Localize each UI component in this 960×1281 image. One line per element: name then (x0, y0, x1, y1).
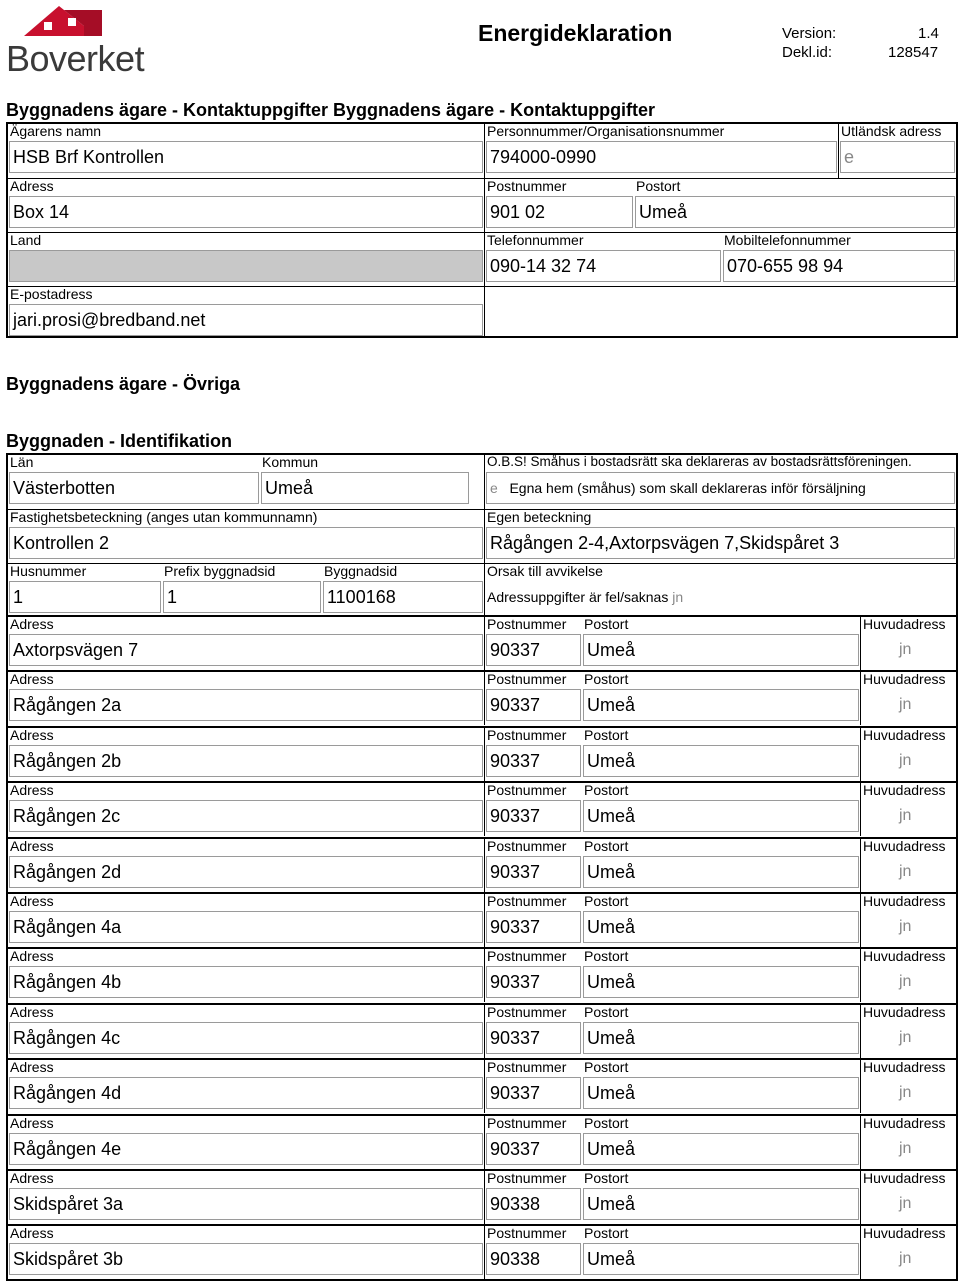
address-row-7 (8, 947, 956, 1003)
address-label: Adress (10, 1059, 54, 1076)
huvud-cell (860, 1005, 956, 1058)
owner-phone-field[interactable]: 090-14 32 74 (486, 250, 721, 282)
postnr-field[interactable]: 90337 (486, 1022, 581, 1054)
postort-label: Postort (584, 671, 629, 688)
postnr-label: Postnummer (487, 726, 567, 743)
husnr-label: Husnummer (10, 563, 87, 579)
address-row-5 (8, 837, 956, 893)
address-row-10 (8, 1114, 956, 1170)
address-cell (8, 728, 484, 781)
address-label: Adress (10, 1003, 54, 1020)
prefix-cell (162, 563, 322, 617)
huvud-checkbox-icon[interactable]: jn (899, 641, 912, 658)
huvud-checkbox-icon[interactable]: jn (899, 862, 912, 880)
address-list (6, 615, 958, 1281)
owner-section-title: Byggnadens ägare - Kontaktuppgifter Byggnadens ägare - Kontaktuppgifter (6, 100, 656, 120)
postort-field[interactable]: Umeå (583, 800, 859, 832)
address-cell (8, 949, 484, 1002)
postnr-field[interactable]: 90338 (486, 1243, 581, 1275)
postnr-label: Postnummer (487, 1059, 567, 1076)
postort-field[interactable]: Umeå (583, 745, 859, 777)
address-label: Adress (10, 948, 54, 965)
version-value: 1.4 (918, 25, 939, 42)
postort-label: Postort (584, 726, 629, 743)
address-field[interactable]: Rågången 4a (9, 911, 483, 943)
owner-land-label: Land (10, 232, 42, 248)
prefix-label: Prefix byggnadsid (164, 563, 276, 579)
postort-field[interactable]: Umeå (583, 634, 859, 666)
postnr-label: Postnummer (487, 616, 567, 632)
orsak-label: Orsak till avvikelse (487, 563, 603, 579)
postort-label: Postort (584, 893, 629, 909)
owner-phone-label: Telefonnummer (487, 232, 584, 248)
postnr-label: Postnummer (487, 893, 567, 909)
owner-foreign-cell (838, 124, 956, 178)
address-field[interactable]: Rågången 4d (9, 1077, 483, 1109)
owner-address-field[interactable]: Box 14 (9, 196, 483, 228)
kommun-field[interactable]: Umeå (261, 472, 469, 504)
postort-field[interactable]: Umeå (583, 1077, 859, 1109)
orsak-cell (484, 563, 956, 617)
owner-postort-cell (634, 178, 956, 232)
address-field[interactable]: Skidspåret 3a (9, 1188, 483, 1220)
huvud-label: Huvudadress (863, 1170, 946, 1186)
address-cell (8, 672, 484, 725)
obs-label: O.B.S! Småhus i bostadsrätt ska deklareras av bostadsrättsföreningen. (487, 454, 912, 469)
huvud-checkbox-icon[interactable]: jn (899, 1139, 912, 1157)
postnr-label: Postnummer (487, 1225, 567, 1242)
postnr-cell (484, 1116, 582, 1169)
owner-name-label: Ägarens namn (10, 123, 102, 139)
postnr-field[interactable]: 90337 (486, 1133, 581, 1165)
huvud-label: Huvudadress (863, 893, 946, 909)
address-field[interactable]: Axtorpsvägen 7 (9, 634, 483, 666)
orsak-option[interactable] (487, 589, 683, 605)
fastighet-field[interactable]: Kontrollen 2 (9, 527, 483, 559)
address-field[interactable]: Rågången 4b (9, 966, 483, 998)
postort-label: Postort (584, 1059, 629, 1076)
boverket-logo (4, 0, 154, 80)
huvud-cell (860, 672, 956, 725)
owner-panel (6, 122, 958, 338)
postnr-field[interactable]: 90337 (486, 800, 581, 832)
owner-email-field[interactable]: jari.prosi@bredband.net (9, 304, 483, 336)
owner-orgnr-label: Personnummer/Organisationsnummer (487, 123, 725, 139)
address-field[interactable]: Rågången 2c (9, 800, 483, 832)
logo-text: Boverket (6, 38, 145, 79)
owner-postnr-field[interactable]: 901 02 (486, 196, 633, 228)
owner-mobile-label: Mobiltelefonnummer (724, 232, 851, 248)
postort-cell (582, 839, 860, 892)
huvud-label: Huvudadress (863, 1114, 946, 1131)
address-row-3 (8, 726, 956, 782)
fastighet-cell (8, 509, 484, 563)
postort-label: Postort (584, 1003, 629, 1020)
postnr-field[interactable]: 90337 (486, 856, 581, 888)
owner-postort-field[interactable]: Umeå (635, 196, 955, 228)
address-field[interactable]: Rågången 4e (9, 1133, 483, 1165)
postnr-cell (484, 1171, 582, 1224)
address-field[interactable]: Skidspåret 3b (9, 1243, 483, 1275)
postort-cell (582, 894, 860, 947)
address-cell (8, 1005, 484, 1058)
postort-cell (582, 1116, 860, 1169)
postnr-label: Postnummer (487, 1114, 567, 1131)
postort-field[interactable]: Umeå (583, 1133, 859, 1165)
postort-cell (582, 672, 860, 725)
address-label: Adress (10, 782, 54, 799)
postnr-cell (484, 1005, 582, 1058)
postort-cell (582, 949, 860, 1002)
postort-cell (582, 1171, 860, 1224)
address-field[interactable]: Rågången 2d (9, 856, 483, 888)
postnr-cell (484, 672, 582, 725)
postnr-cell (484, 617, 582, 670)
postort-label: Postort (584, 616, 629, 632)
owner-mobile-field[interactable]: 070-655 98 94 (723, 250, 955, 282)
deklid-value: 128547 (888, 44, 939, 61)
husnr-field[interactable]: 1 (9, 581, 161, 613)
postnr-cell (484, 894, 582, 947)
lan-label: Län (10, 454, 34, 470)
address-field[interactable]: Rågången 2a (9, 689, 483, 721)
address-cell (8, 1226, 484, 1279)
huvud-cell (860, 783, 956, 836)
building-section-title: Byggnaden - Identifikation (6, 431, 233, 451)
obs-option[interactable] (486, 472, 955, 504)
huvud-checkbox-icon[interactable]: jn (899, 1195, 912, 1212)
address-cell (8, 1171, 484, 1224)
postort-cell (582, 783, 860, 836)
postort-label: Postort (584, 1170, 629, 1186)
huvud-cell (860, 1116, 956, 1169)
postort-field[interactable]: Umeå (583, 911, 859, 943)
postnr-field[interactable]: 90337 (486, 966, 581, 998)
postnr-label: Postnummer (487, 1170, 567, 1186)
postnr-cell (484, 728, 582, 781)
address-cell (8, 839, 484, 892)
byggid-cell (322, 563, 484, 617)
huvud-label: Huvudadress (863, 948, 946, 965)
huvud-label: Huvudadress (863, 1059, 946, 1076)
owner-phone-cell (484, 232, 722, 286)
postnr-field[interactable]: 90337 (486, 911, 581, 943)
postort-field[interactable]: Umeå (583, 1022, 859, 1054)
obs-checkbox-icon[interactable]: e (490, 480, 498, 496)
postnr-label: Postnummer (487, 948, 567, 965)
address-row-6 (8, 892, 956, 948)
postnr-label: Postnummer (487, 782, 567, 799)
owner-address-label: Adress (10, 178, 54, 194)
egen-field[interactable]: Rågången 2-4,Axtorpsvägen 7,Skidspåret 3 (486, 527, 955, 559)
address-field[interactable]: Rågången 4c (9, 1022, 483, 1054)
huvud-checkbox-icon[interactable]: jn (899, 973, 912, 991)
postnr-field[interactable]: 90337 (486, 634, 581, 666)
postnr-label: Postnummer (487, 671, 567, 688)
obs-text: Egna hem (småhus) som skall deklareras inför försäljning (509, 480, 866, 496)
owner-name-cell (8, 124, 484, 178)
postort-cell (582, 617, 860, 670)
owner-postnr-cell (484, 178, 634, 232)
postort-label: Postort (584, 782, 629, 799)
postort-field[interactable]: Umeå (583, 1188, 859, 1220)
postnr-cell (484, 783, 582, 836)
owner-empty-cell (484, 286, 956, 336)
huvud-checkbox-icon[interactable]: jn (899, 918, 912, 935)
huvud-label: Huvudadress (863, 1003, 946, 1020)
byggid-label: Byggnadsid (324, 563, 398, 579)
huvud-checkbox-icon[interactable]: jn (899, 696, 912, 714)
address-label: Adress (10, 726, 54, 743)
address-label: Adress (10, 616, 54, 632)
husnr-cell (8, 563, 162, 617)
building-panel (6, 453, 958, 615)
huvud-label: Huvudadress (863, 616, 946, 632)
obs-cell (484, 455, 956, 509)
huvud-cell (860, 1171, 956, 1224)
address-cell (8, 783, 484, 836)
huvud-cell (860, 839, 956, 892)
address-row-11 (8, 1169, 956, 1225)
owner-orgnr-field[interactable]: 794000-0990 (486, 141, 837, 173)
kommun-label: Kommun (262, 454, 319, 470)
postort-field[interactable]: Umeå (583, 689, 859, 721)
orsak-checkbox-icon[interactable]: jn (672, 589, 684, 605)
postnr-cell (484, 949, 582, 1002)
postnr-cell (484, 1226, 582, 1279)
egen-label: Egen beteckning (487, 509, 592, 525)
postort-cell (582, 1226, 860, 1279)
postort-cell (582, 728, 860, 781)
huvud-checkbox-icon[interactable]: jn (899, 751, 912, 769)
huvud-cell (860, 894, 956, 947)
address-cell (8, 617, 484, 670)
fastighet-label: Fastighetsbeteckning (anges utan kommunnamn) (10, 509, 318, 525)
huvud-checkbox-icon[interactable]: jn (899, 807, 912, 825)
postnr-field[interactable]: 90338 (486, 1188, 581, 1220)
postnr-label: Postnummer (487, 1003, 567, 1020)
huvud-label: Huvudadress (863, 782, 946, 799)
owner-mobile-cell (722, 232, 956, 286)
address-row-12 (8, 1224, 956, 1280)
orsak-text: Adressuppgifter är fel/saknas (487, 589, 669, 605)
postnr-cell (484, 839, 582, 892)
postort-label: Postort (584, 1114, 629, 1131)
huvud-checkbox-icon[interactable]: jn (899, 1250, 912, 1268)
huvud-checkbox-icon[interactable]: jn (899, 1028, 912, 1046)
huvud-checkbox-icon[interactable]: jn (899, 1084, 912, 1102)
address-cell (8, 1116, 484, 1169)
address-label: Adress (10, 1114, 54, 1131)
postnr-cell (484, 1060, 582, 1113)
huvud-cell (860, 617, 956, 670)
owner-postort-label: Postort (636, 178, 681, 194)
kommun-cell (260, 455, 470, 509)
page-title: Energideklaration (478, 20, 673, 46)
postnr-field[interactable]: 90337 (486, 1077, 581, 1109)
address-row-4 (8, 781, 956, 837)
lan-cell (8, 455, 260, 509)
address-label: Adress (10, 1170, 54, 1186)
postort-label: Postort (584, 1225, 629, 1242)
postnr-field[interactable]: 90337 (486, 745, 581, 777)
egen-cell (484, 509, 956, 563)
version-label: Version: (782, 25, 837, 42)
address-row-8 (8, 1003, 956, 1059)
prefix-field[interactable]: 1 (163, 581, 321, 613)
huvud-cell (860, 949, 956, 1002)
postort-field[interactable]: Umeå (583, 1243, 859, 1275)
postort-label: Postort (584, 837, 629, 854)
address-label: Adress (10, 671, 54, 688)
address-cell (8, 1060, 484, 1113)
byggid-field[interactable]: 1100168 (323, 581, 483, 613)
address-field[interactable]: Rågången 2b (9, 745, 483, 777)
owner-foreign-label: Utländsk adress (841, 123, 942, 139)
owner-email-cell (8, 286, 484, 336)
postort-cell (582, 1060, 860, 1113)
huvud-label: Huvudadress (863, 671, 946, 688)
address-row-1 (8, 615, 956, 671)
owner-email-label: E-postadress (10, 286, 93, 302)
lan-field[interactable]: Västerbotten (9, 472, 259, 504)
postnr-label: Postnummer (487, 837, 567, 854)
postnr-field[interactable]: 90337 (486, 689, 581, 721)
deklid-label: Dekl.id: (782, 44, 833, 61)
owner-orgnr-cell (484, 124, 838, 178)
address-label: Adress (10, 1225, 54, 1242)
owner-land-field[interactable] (9, 250, 483, 282)
owner-foreign-checkbox[interactable]: e (840, 141, 955, 173)
address-label: Adress (10, 893, 54, 909)
postort-field[interactable]: Umeå (583, 966, 859, 998)
huvud-cell (860, 1060, 956, 1113)
huvud-label: Huvudadress (863, 1225, 946, 1242)
owner-name-field[interactable]: HSB Brf Kontrollen (9, 141, 483, 173)
address-label: Adress (10, 837, 54, 854)
owner-address-cell (8, 178, 484, 232)
owner-postnr-label: Postnummer (487, 178, 567, 194)
owner-land-cell (8, 232, 484, 286)
postort-field[interactable]: Umeå (583, 856, 859, 888)
postort-cell (582, 1005, 860, 1058)
address-row-9 (8, 1058, 956, 1114)
logo-mark-icon (4, 0, 154, 40)
huvud-label: Huvudadress (863, 837, 946, 854)
huvud-cell (860, 728, 956, 781)
address-row-2 (8, 670, 956, 726)
other-owners-title: Byggnadens ägare - Övriga (6, 374, 241, 394)
postort-label: Postort (584, 948, 629, 965)
address-cell (8, 894, 484, 947)
huvud-label: Huvudadress (863, 726, 946, 743)
huvud-cell (860, 1226, 956, 1279)
